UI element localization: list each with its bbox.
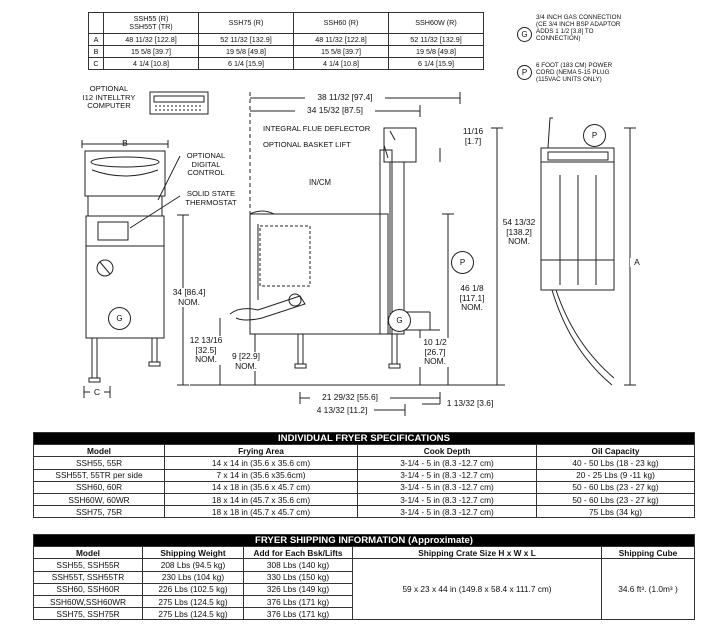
table-row [34,469,695,481]
cell: 15 5/8 [39.7] [294,46,389,58]
col-header: SSH60 (R) [294,13,389,34]
dim-10-12 [418,338,452,367]
cell: SSH75, 75R [34,506,165,518]
units-label: IN/CM [308,178,332,187]
label-line: OPTIONAL [186,151,226,160]
cell: 376 Lbs (171 kg) [244,595,353,607]
dim-top-1: 38 11/32 [97.4] [305,93,385,103]
note-line: CONNECTION) [536,35,581,42]
cell: 3-1/4 - 5 in (8.3 -12.7 cm) [358,457,537,469]
column-header: Model [34,445,165,457]
side-view-fryer [230,128,440,368]
rear-view-fryer [541,118,614,385]
power-cord-marker: P [583,124,606,147]
specs-title: INDIVIDUAL FRYER SPECIFICATIONS [34,433,695,445]
column-header: Shipping Crate Size H x W x L [353,547,602,559]
dim-line: 9 [22.9] [232,351,260,361]
dim-21-29: 21 29/32 [55.6] [310,393,390,403]
shipping-cube-cell: 34.6 ft³. (1.0m³ ) [602,559,695,620]
cell: 48 11/32 [122.8] [294,34,389,46]
col-header: SSH75 (R) [199,13,294,34]
dim-46 [453,284,491,313]
label-line: OPTIONAL [89,84,129,93]
cell: 19 5/8 [49.8] [199,46,294,58]
optional-computer-label [74,85,144,111]
dim-line: 54 13/32 [502,217,536,227]
dim-11-16 [456,127,490,146]
note-line: ADDS 1 1/2 [3.8] TO [536,28,594,35]
dim-top-2: 34 15/32 [87.5] [295,106,375,116]
basket-lift-label: OPTIONAL BASKET LIFT [263,140,351,149]
cell: 326 Lbs (149 kg) [244,583,353,595]
computer-panel [150,92,208,114]
cell: 308 Lbs (140 kg) [244,559,353,571]
dim-line: [138.2] [506,226,532,237]
dim-34 [166,288,212,307]
gas-connection-marker: G [388,309,411,332]
row-label: C [89,58,104,70]
front-view-fryer [82,140,168,398]
dim-line: NOM. [508,236,530,246]
row-label: A [89,34,104,46]
dim-line: NOM. [235,360,257,371]
table-row [34,457,695,469]
table-header-row [34,547,695,559]
column-header: Model [34,547,143,559]
dim-line: NOM. [195,354,217,364]
dim-line: 46 1/8 [460,283,484,293]
c-dimension-label: C [90,388,104,397]
note-line: 3/4 INCH GAS CONNECTION [536,14,622,21]
label-line: DIGITAL [191,159,221,169]
cell: 14 x 18 in (35.6 x 45.7 cm) [165,481,358,493]
cell: 18 x 14 in (45.7 x 35.6 cm) [165,493,358,505]
dim-line: [1.7] [464,135,482,146]
cell: 15 5/8 [39.7] [104,46,199,58]
cell: 18 x 18 in (45.7 x 45.7 cm) [165,506,358,518]
column-header: Add for Each Bsk/Lifts [244,547,353,559]
cell: 40 - 50 Lbs (18 - 23 kg) [537,457,695,469]
cell: 14 x 14 in (35.6 x 35.6 cm) [165,457,358,469]
note-line: CORD (NEMA 5-15 PLUG [536,69,610,76]
cell: 275 Lbs (124.5 kg) [143,608,244,620]
cell: 48 11/32 [122.8] [104,34,199,46]
cell: 226 Lbs (102.5 kg) [143,583,244,595]
table-header-row [34,445,695,457]
column-header: Shipping Cube [602,547,695,559]
cell: 376 Lbs (171 kg) [244,608,353,620]
cell: 4 1/4 [10.8] [104,58,199,70]
dim-54 [498,218,540,247]
cell: 6 1/4 [15.9] [199,58,294,70]
cell: 330 Lbs (150 kg) [244,571,353,583]
integral-flue-label: INTEGRAL FLUE DEFLECTOR [263,124,371,133]
note-line: 6 FOOT (183 CM) POWER [536,62,613,69]
shipping-table [33,534,695,620]
cell: SSH55T, SSH55TR [34,571,143,583]
dim-line: [26.7] [424,346,446,357]
a-dimension-label: A [630,258,644,267]
label-line: COMPUTER [87,101,131,110]
cell: 19 5/8 [49.8] [389,46,484,58]
optional-digital-label [176,152,236,178]
cell: 52 11/32 [132.9] [389,34,484,46]
table-row [34,481,695,493]
label-line: I12 INTELLTRY [82,92,136,102]
cell: 3-1/4 - 5 in (8.3 -12.7 cm) [358,506,537,518]
cell: SSH60, 60R [34,481,165,493]
dim-line: NOM. [178,296,200,307]
label-line: THERMOSTAT [185,197,237,207]
table-row [34,559,695,571]
dim-line: NOM. [424,356,446,366]
dim-line: NOM. [461,302,483,312]
cell: 6 1/4 [15.9] [389,58,484,70]
cell: 230 Lbs (104 kg) [143,571,244,583]
table-row [34,506,695,518]
cell: SSH60W,SSH60WR [34,595,143,607]
cell: 3-1/4 - 5 in (8.3 -12.7 cm) [358,493,537,505]
b-dimension-label: B [122,138,128,148]
cell: 208 Lbs (94.5 kg) [143,559,244,571]
crate-size-cell: 59 x 23 x 44 in (149.8 x 58.4 x 111.7 cm) [353,559,602,620]
cell: 4 1/4 [10.8] [294,58,389,70]
table-row [34,493,695,505]
dim-line: 12 13/16 [189,335,223,345]
power-symbol: P [517,65,532,80]
cell: SSH60W, 60WR [34,493,165,505]
cell: 3-1/4 - 5 in (8.3 -12.7 cm) [358,481,537,493]
label-line: CONTROL [187,168,225,177]
col-header: SSH60W (R) [389,13,484,34]
dim-1-13: 1 13/32 [3.6] [446,398,494,408]
solid-state-label [178,190,244,207]
dim-line: 34 [86.4] [172,287,206,297]
cell: SSH55T, 55TR per side [34,469,165,481]
column-header: Oil Capacity [537,445,695,457]
label-line: SOLID STATE [186,189,236,198]
cell: SSH75, SSH75R [34,608,143,620]
fryer-specs-table [33,432,695,518]
dim-line: [32.5] [195,344,217,355]
gas-connection-marker: G [108,307,131,330]
note-line: (115VAC UNITS ONLY) [536,76,602,83]
dim-4-13: 4 13/32 [11.2] [310,406,374,416]
cell: SSH55, SSH55R [34,559,143,571]
shipping-title: FRYER SHIPPING INFORMATION (Approximate) [34,535,695,547]
column-header: Frying Area [165,445,358,457]
dim-9 [226,352,266,371]
cell: 52 11/32 [132.9] [199,34,294,46]
cell: 75 Lbs (34 kg) [537,506,695,518]
cell: 20 - 25 Lbs (9 -11 kg) [537,469,695,481]
cell: SSH60, SSH60R [34,583,143,595]
dim-line: [117.1] [459,292,485,303]
cell: 50 - 60 Lbs (23 - 27 kg) [537,493,695,505]
col-header: SSH55 (R) SSH55T (TR) [104,13,199,34]
cell: 50 - 60 Lbs (23 - 27 kg) [537,481,695,493]
note-line: (CE 3/4 INCH BSP ADAPTOR [536,21,621,28]
cell: 275 Lbs (124.5 kg) [143,595,244,607]
power-cord-marker: P [451,251,474,274]
column-header: Cook Depth [358,445,537,457]
cell: 7 x 14 in (35.6 x35.6cm) [165,469,358,481]
dim-line: 11/16 [462,126,484,136]
gas-symbol: G [517,27,532,42]
row-label: B [89,46,104,58]
dim-line: 10 1/2 [423,337,447,347]
column-header: Shipping Weight [143,547,244,559]
cell: SSH55, 55R [34,457,165,469]
cell: 3-1/4 - 5 in (8.3 -12.7 cm) [358,469,537,481]
dim-12-13 [186,336,226,365]
